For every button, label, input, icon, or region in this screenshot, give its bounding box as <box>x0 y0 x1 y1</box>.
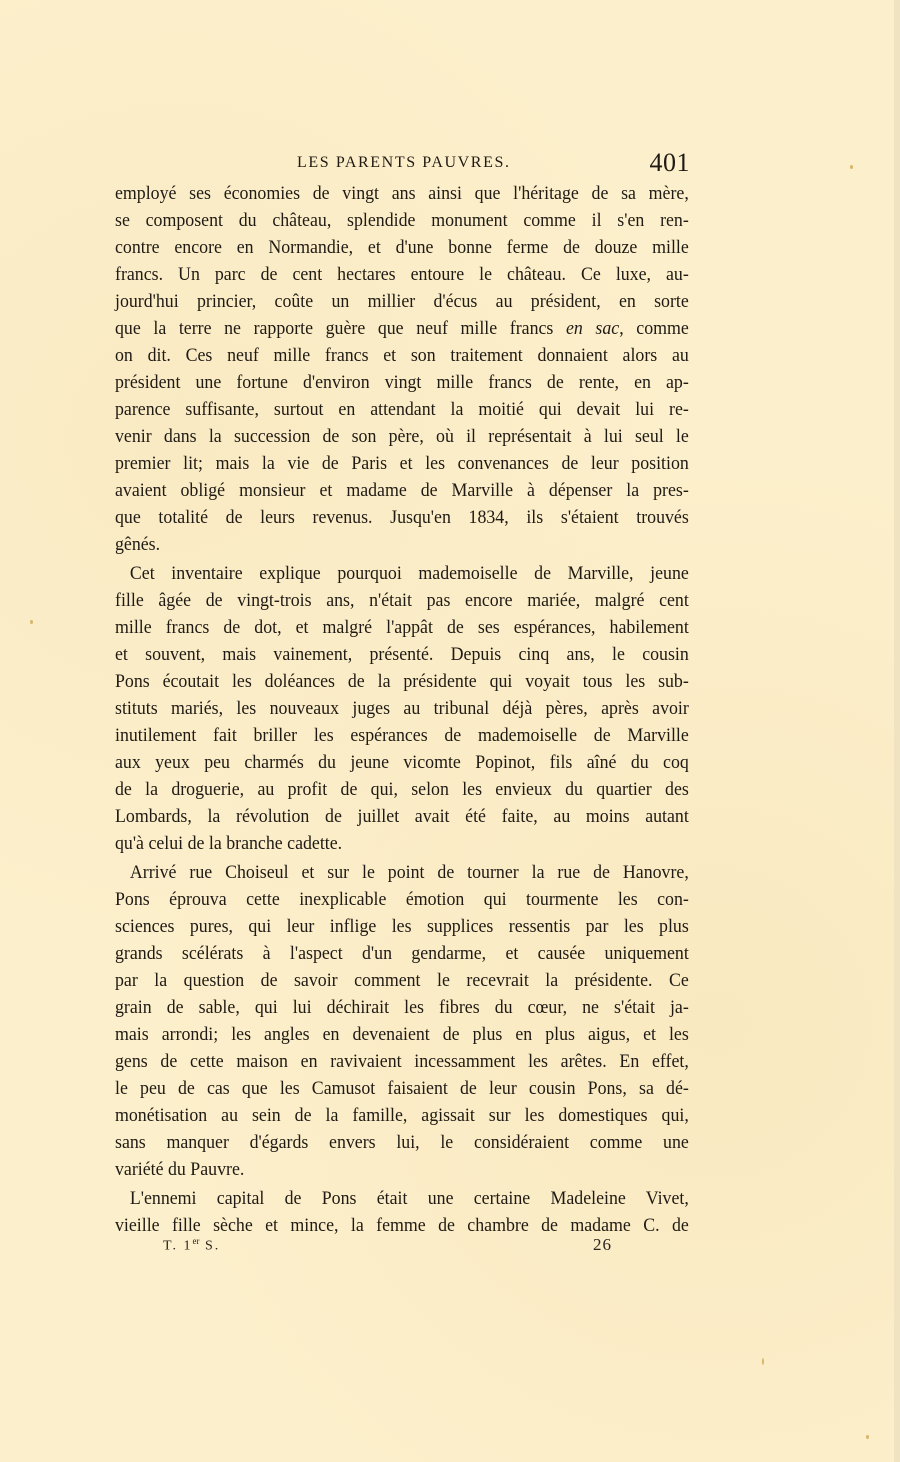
sheet-number: 26 <box>593 1235 612 1254</box>
text-line: venir dans la succession de son père, où il représentait à lui seul le <box>115 426 689 447</box>
text-segment: que la terre ne rapporte guère que neuf mille francs <box>115 318 554 339</box>
text-line: grain de sable, qui lui déchirait les fibres du cœur, ne s'était ja- <box>115 997 689 1018</box>
text-line: employé ses économies de vingt ans ainsi que l'héritage de sa mère, <box>115 183 689 204</box>
paper-speck <box>30 620 33 624</box>
text-line: L'ennemi capital de Pons était une certaine Madeleine Vivet, <box>129 1188 689 1209</box>
text-line: que totalité de leurs revenus. Jusqu'en 1834, ils s'étaient trouvés <box>115 507 689 528</box>
text-line: aux yeux peu charmés du jeune vicomte Popinot, fils aîné du coq <box>115 752 689 773</box>
text-line: Cet inventaire explique pourquoi mademoiselle de Marville, jeune <box>129 563 689 584</box>
paragraph-4 <box>115 1185 689 1239</box>
page-header <box>115 148 690 182</box>
text-line-with-italic <box>115 315 689 342</box>
page-footer <box>115 1236 689 1266</box>
text-line: de la droguerie, au profit de qui, selon les envieux du quartier des <box>115 779 689 800</box>
text-line: par la question de savoir comment le recevrait la présidente. Ce <box>115 970 689 991</box>
page-edge <box>894 0 900 1462</box>
text-line: sciences pures, qui leur inflige les supplices ressentis par les plus <box>115 916 689 937</box>
page-number: 401 <box>649 148 690 177</box>
signature-sup: er <box>192 1236 200 1246</box>
signature-suffix: S. <box>199 1238 221 1254</box>
text-line: Pons éprouva cette inexplicable émotion qui tourmente les con- <box>115 889 689 910</box>
running-title: LES PARENTS PAUVRES. <box>297 154 511 171</box>
text-line: qu'à celui de la branche cadette. <box>115 833 343 854</box>
text-line: Lombards, la révolution de juillet avait été faite, au moins autant <box>115 806 689 827</box>
text-line: francs. Un parc de cent hectares entoure le château. Ce luxe, au- <box>115 264 689 285</box>
paragraph-1 <box>115 180 689 558</box>
text-line: jourd'hui princier, coûte un millier d'écus au président, en sorte <box>115 291 689 312</box>
paper-speck <box>850 165 853 169</box>
text-line: grands scélérats à l'aspect d'un gendarme, et causée uniquement <box>115 943 689 964</box>
text-line: contre encore en Normandie, et d'une bonne ferme de douze mille <box>115 237 689 258</box>
text-line: stituts mariés, les nouveaux juges au tribunal déjà pères, après avoir <box>115 698 689 719</box>
text-line: mais arrondi; les angles en devenaient de plus en plus aigus, et les <box>115 1024 689 1045</box>
paper-speck <box>866 1435 869 1439</box>
paragraph-3 <box>115 859 689 1183</box>
text-line: mille francs de dot, et malgré l'appât de ses espérances, habilement <box>115 617 689 638</box>
text-line: Pons écoutait les doléances de la présidente qui voyait tous les sub- <box>115 671 689 692</box>
signature-mark <box>163 1236 220 1255</box>
text-line: et souvent, mais vainement, présenté. Depuis cinq ans, le cousin <box>115 644 689 665</box>
text-line: vieille fille sèche et mince, la femme de chambre de madame C. de <box>115 1215 689 1236</box>
text-line: on dit. Ces neuf mille francs et son traitement donnaient alors au <box>115 345 689 366</box>
text-line: se composent du château, splendide monument comme il s'en ren- <box>115 210 689 231</box>
signature-prefix: T. 1 <box>163 1238 193 1254</box>
body-text <box>115 180 689 1239</box>
text-line: Arrivé rue Choiseul et sur le point de tourner la rue de Hanovre, <box>129 862 689 883</box>
text-line: le peu de cas que les Camusot faisaient de leur cousin Pons, sa dé- <box>115 1078 689 1099</box>
text-line: gens de cette maison en ravivaient incessamment les arêtes. En effet, <box>115 1051 689 1072</box>
text-line: parence suffisante, surtout en attendant la moitié qui devait lui re- <box>115 399 689 420</box>
paper-speck <box>762 1358 764 1365</box>
text-line: inutilement fait briller les espérances de mademoiselle de Marville <box>115 725 689 746</box>
italic-phrase: en sac <box>565 318 620 339</box>
text-line: variété du Pauvre. <box>115 1159 245 1180</box>
text-line: sans manquer d'égards envers lui, le considéraient comme une <box>115 1132 689 1153</box>
text-line: avaient obligé monsieur et madame de Marville à dépenser la pres- <box>115 480 689 501</box>
text-line: gênés. <box>115 534 161 555</box>
text-line: fille âgée de vingt-trois ans, n'était pas encore mariée, malgré cent <box>115 590 689 611</box>
text-line: monétisation au sein de la famille, agissait sur les domestiques qui, <box>115 1105 689 1126</box>
text-segment: , comme <box>619 318 689 339</box>
paragraph-2 <box>115 560 689 857</box>
text-line: premier lit; mais la vie de Paris et les convenances de leur position <box>115 453 689 474</box>
text-line: président une fortune d'environ vingt mille francs de rente, en ap- <box>115 372 689 393</box>
